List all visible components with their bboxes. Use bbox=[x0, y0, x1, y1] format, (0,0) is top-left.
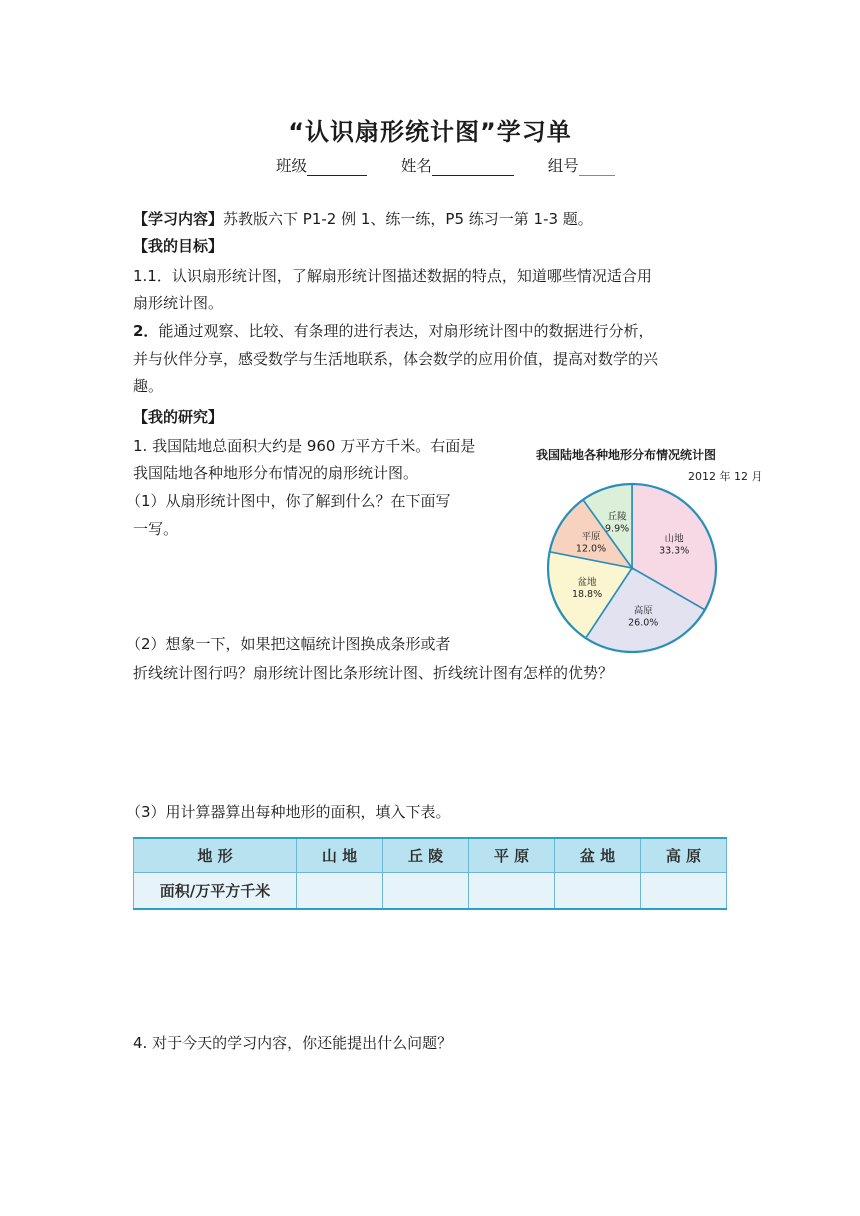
class-label: 班级 bbox=[276, 157, 308, 175]
q1b-line2: 折线统计图行吗？扇形统计图比条形统计图、折线统计图有怎样的优势？ bbox=[133, 664, 614, 682]
pie-slice-value: 18.8% bbox=[571, 588, 603, 600]
table-header-cell: 高 原 bbox=[641, 838, 727, 873]
name-blank[interactable] bbox=[432, 158, 514, 176]
goal1-line1: 1.1．认识扇形统计图，了解扇形统计图描述数据的特点，知道哪些情况适合用 bbox=[133, 267, 652, 285]
table-answer-cell[interactable] bbox=[383, 873, 469, 910]
class-blank[interactable] bbox=[307, 158, 367, 176]
group-blank[interactable] bbox=[579, 158, 615, 176]
table-answer-cell[interactable] bbox=[555, 873, 641, 910]
table-row bbox=[134, 873, 727, 910]
table-answer-cell[interactable] bbox=[641, 873, 727, 910]
goal2-line1 bbox=[133, 319, 653, 343]
goal1-line2: 扇形统计图。 bbox=[133, 294, 224, 312]
q1-line1: 1. 我国陆地总面积大约是 960 万平方千米。右面是 bbox=[133, 437, 476, 455]
goal2-text: 能通过观察、比较、有条理的进行表达，对扇形统计图中的数据进行分析， bbox=[158, 322, 654, 340]
study-content-line bbox=[133, 207, 593, 231]
q1b-line1: （2）想象一下，如果把这幅统计图换成条形或者 bbox=[126, 635, 451, 653]
q4-line: 4. 对于今天的学习内容，你还能提出什么问题？ bbox=[133, 1034, 453, 1052]
goal2-number: 2． bbox=[133, 322, 159, 340]
goal2-line2: 并与伙伴分享，感受数学与生活地联系，体会数学的应用价值，提高对数学的兴 bbox=[133, 350, 659, 368]
q1a-line1: （1）从扇形统计图中，你了解到什么？在下面写 bbox=[126, 492, 451, 510]
study-text: 苏教版六下 P1-2 例 1、练一练，P5 练习一第 1-3 题。 bbox=[223, 210, 593, 228]
table-header-cell: 平 原 bbox=[469, 838, 555, 873]
table-header-cell: 山 地 bbox=[297, 838, 383, 873]
pie-slice-name: 丘陵 bbox=[607, 511, 627, 523]
table-answer-cell[interactable] bbox=[297, 873, 383, 910]
pie-slice-value: 33.3% bbox=[659, 545, 690, 557]
pie-slice-value: 26.0% bbox=[628, 617, 659, 629]
q1a-line2: 一写。 bbox=[133, 520, 179, 538]
pie-chart bbox=[540, 478, 720, 653]
chart-title: 我国陆地各种地形分布情况统计图 bbox=[536, 448, 717, 462]
table-header-row bbox=[134, 838, 727, 873]
table-row-label: 面积/万平方千米 bbox=[134, 873, 297, 910]
page-title: “认识扇形统计图”学习单 bbox=[288, 118, 572, 146]
table-header-cell: 丘 陵 bbox=[383, 838, 469, 873]
pie-slice-name: 盆地 bbox=[577, 576, 597, 588]
chart-date: 2012 年 12 月 bbox=[688, 470, 763, 483]
goals-heading: 【我的目标】 bbox=[133, 237, 224, 255]
student-fields bbox=[276, 154, 615, 176]
pie-slice-name: 高原 bbox=[633, 605, 653, 617]
terrain-area-table bbox=[133, 837, 727, 910]
goal2-line3: 趣。 bbox=[133, 377, 164, 395]
table-header-label: 地 形 bbox=[134, 838, 297, 873]
pie-slice-name: 平原 bbox=[581, 531, 601, 543]
pie-slice-value: 12.0% bbox=[575, 543, 607, 555]
table-header-cell: 盆 地 bbox=[555, 838, 641, 873]
table-answer-cell[interactable] bbox=[469, 873, 555, 910]
pie-slice-name: 山地 bbox=[664, 533, 684, 545]
name-label: 姓名 bbox=[400, 157, 432, 175]
group-label: 组号 bbox=[547, 157, 579, 175]
q1c-line: （3）用计算器算出每种地形的面积，填入下表。 bbox=[126, 803, 451, 821]
q1-line2: 我国陆地各种地形分布情况的扇形统计图。 bbox=[133, 464, 419, 482]
research-heading: 【我的研究】 bbox=[133, 408, 224, 426]
pie-slice-value: 9.9% bbox=[605, 523, 630, 535]
study-label: 【学习内容】 bbox=[133, 210, 224, 228]
